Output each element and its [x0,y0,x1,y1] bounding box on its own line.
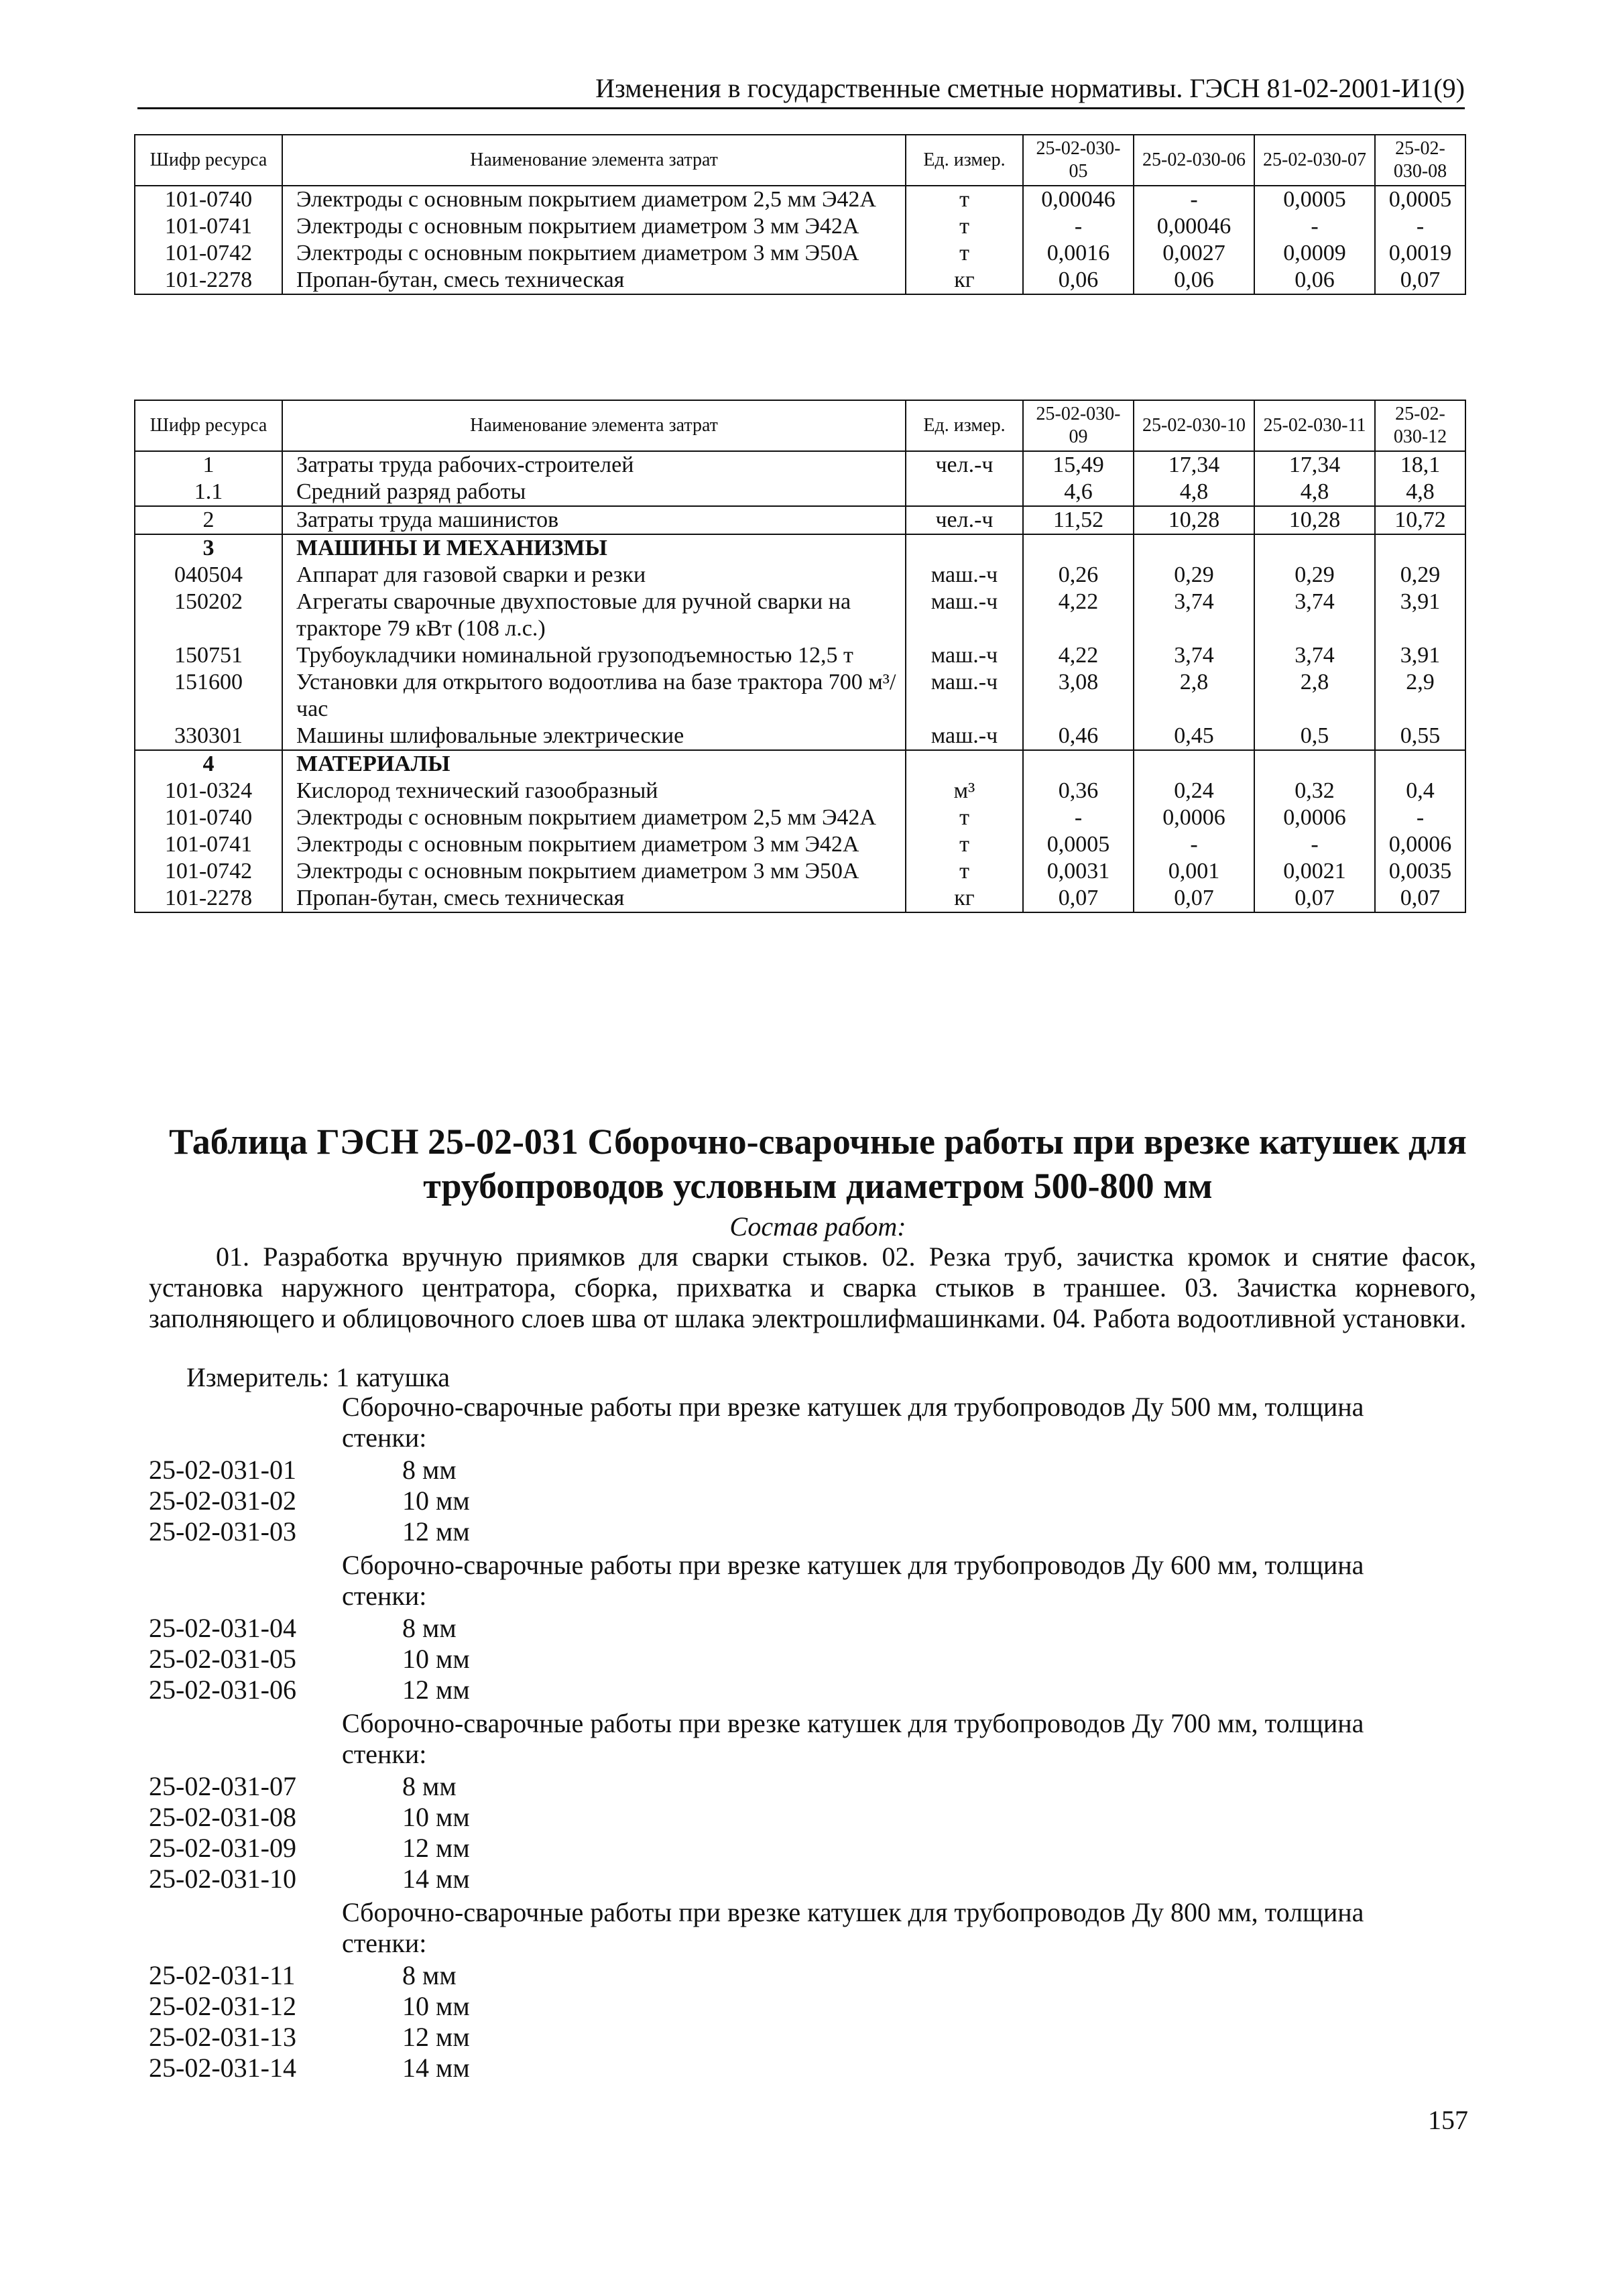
norm-thickness: 10 мм [402,1644,470,1674]
cell-value: 0,45 [1134,723,1254,750]
cell-name: МАШИНЫ И МЕХАНИЗМЫ [282,534,906,562]
col-header-norm: 25-02-030-12 [1375,400,1465,451]
cell-value: - [1023,213,1134,240]
cell-value [1254,750,1375,778]
cell-value: 0,0019 [1375,240,1465,267]
cell-value [1134,534,1254,562]
table-row [135,186,1465,213]
resource-table-030-09-12 [134,400,1466,913]
cell-name: Средний разряд работы [282,479,906,506]
col-header-name: Наименование элемента затрат [282,400,906,451]
cell-value [1023,750,1134,778]
table-row [135,479,1465,506]
cell-value: 0,32 [1254,778,1375,804]
cell-value [1023,534,1134,562]
cell-value: 0,06 [1134,267,1254,294]
cell-value [1254,534,1375,562]
col-header-norm: 25-02-030-06 [1134,135,1254,186]
norm-thickness: 8 мм [402,1613,457,1643]
norm-thickness: 8 мм [402,1960,457,1990]
cell-value: 2,8 [1134,669,1254,723]
col-header-norm: 25-02-030-07 [1254,135,1375,186]
cell-unit [906,534,1023,562]
cell-code: 101-0740 [135,804,282,831]
table-row [135,885,1465,912]
cell-code: 101-0741 [135,213,282,240]
cell-value: 0,0009 [1254,240,1375,267]
cell-value: 4,6 [1023,479,1134,506]
cell-value: 3,08 [1023,669,1134,723]
cell-unit: т [906,213,1023,240]
cell-unit: м³ [906,778,1023,804]
norm-code: 25-02-031-04 [149,1613,296,1643]
cell-value: 0,07 [1254,885,1375,912]
cell-value: 4,8 [1375,479,1465,506]
col-header-name: Наименование элемента затрат [282,135,906,186]
cell-value: 0,0005 [1023,831,1134,858]
table-header-row [135,135,1465,186]
norm-code: 25-02-031-07 [149,1771,296,1801]
cell-code: 330301 [135,723,282,750]
cell-name: Электроды с основным покрытием диаметром 3 мм Э42А [282,213,906,240]
cell-value: 0,0016 [1023,240,1134,267]
cell-code: 101-0324 [135,778,282,804]
table-row [135,506,1465,534]
cell-value: 0,29 [1375,562,1465,589]
cell-code: 101-2278 [135,267,282,294]
cell-value: 0,5 [1254,723,1375,750]
col-header-norm: 25-02-030-10 [1134,400,1254,451]
cell-code: 1 [135,451,282,479]
cell-name: Затраты труда рабочих-строителей [282,451,906,479]
norm-code: 25-02-031-03 [149,1516,296,1547]
resource-table-030-05-08 [134,134,1466,295]
norm-code: 25-02-031-10 [149,1864,296,1894]
cell-unit: маш.-ч [906,562,1023,589]
norm-code: 25-02-031-14 [149,2053,296,2083]
table-row [135,240,1465,267]
cell-value: 0,55 [1375,723,1465,750]
table-row [135,858,1465,885]
cell-value: 15,49 [1023,451,1134,479]
col-header-norm: 25-02-030-08 [1375,135,1465,186]
cell-value: 0,0031 [1023,858,1134,885]
norm-thickness: 10 мм [402,1991,470,2021]
cell-value: 3,74 [1134,642,1254,669]
cell-name: Установки для открытого водоотлива на базе трактора 700 м³/час [282,669,906,723]
norm-thickness: 14 мм [402,2053,470,2083]
table-row [135,451,1465,479]
cell-code: 1.1 [135,479,282,506]
cell-value: 4,8 [1254,479,1375,506]
cell-value: 11,52 [1023,506,1134,534]
work-composition-heading: Состав работ: [729,1211,906,1242]
cell-value: - [1134,831,1254,858]
cell-code: 040504 [135,562,282,589]
cell-value [1375,750,1465,778]
cell-name: Агрегаты сварочные двухпостовые для ручной сварки на тракторе 79 кВт (108 л.с.) [282,589,906,642]
cell-value [1134,750,1254,778]
cell-value: 0,29 [1254,562,1375,589]
cell-value: 0,26 [1023,562,1134,589]
cell-value: 4,8 [1134,479,1254,506]
cell-name: Электроды с основным покрытием диаметром 2,5 мм Э42А [282,186,906,213]
cell-value: 0,4 [1375,778,1465,804]
norm-thickness: 8 мм [402,1455,457,1485]
cell-value: - [1254,213,1375,240]
work-composition-text: 01. Разработка вручную приямков для сварки стыков. 02. Резка труб, зачистка кромок и снятие фасок, установка наружного центратора, сборка, прихватка и сварка стыков в траншее. 03. Зачистка корневого, заполняющего и облицовочного слоев шва от шлака электрошлифмашинками. 04. Работа водоотливной установки. [149,1242,1476,1333]
norm-code: 25-02-031-08 [149,1802,296,1832]
norm-thickness: 10 мм [402,1486,470,1516]
section-title: Таблица ГЭСН 25-02-031 Сборочно-сварочные работы при врезке катушек для трубопроводов условным диаметром 500-800 мм [169,1122,1467,1206]
cell-value: - [1134,186,1254,213]
cell-value: 0,07 [1134,885,1254,912]
cell-value: 0,07 [1375,885,1465,912]
cell-value: 10,28 [1134,506,1254,534]
cell-unit: маш.-ч [906,669,1023,723]
cell-value: 0,0027 [1134,240,1254,267]
cell-name: Затраты труда машинистов [282,506,906,534]
cell-name: Электроды с основным покрытием диаметром 2,5 мм Э42А [282,804,906,831]
cell-unit: т [906,804,1023,831]
cell-code: 150751 [135,642,282,669]
norm-thickness: 12 мм [402,1675,470,1705]
cell-unit: т [906,186,1023,213]
cell-value: 3,74 [1254,642,1375,669]
cell-name: Электроды с основным покрытием диаметром 3 мм Э50А [282,240,906,267]
cell-value: 0,00046 [1023,186,1134,213]
cell-unit: маш.-ч [906,642,1023,669]
col-header-norm: 25-02-030-09 [1023,400,1134,451]
cell-unit: маш.-ч [906,589,1023,642]
cell-code: 151600 [135,669,282,723]
col-header-unit: Ед. измер. [906,400,1023,451]
norm-code: 25-02-031-09 [149,1833,296,1863]
cell-value: 3,74 [1134,589,1254,642]
cell-value: 0,0005 [1254,186,1375,213]
cell-value: 0,36 [1023,778,1134,804]
section-row-materials [135,750,1465,778]
table-header-row [135,400,1465,451]
cell-name: Электроды с основным покрытием диаметром 3 мм Э42А [282,831,906,858]
cell-value [1375,534,1465,562]
norm-thickness: 12 мм [402,1516,470,1547]
cell-name: Трубоукладчики номинальной грузоподъемностью 12,5 т [282,642,906,669]
cell-code: 101-0742 [135,858,282,885]
cell-value: 17,34 [1134,451,1254,479]
running-header: Изменения в государственные сметные нормативы. ГЭСН 81-02-2001-И1(9) [595,73,1465,103]
cell-code: 2 [135,506,282,534]
cell-value: 10,28 [1254,506,1375,534]
cell-value: 0,29 [1134,562,1254,589]
table-row [135,669,1465,723]
cell-value: 3,74 [1254,589,1375,642]
cell-value: 0,46 [1023,723,1134,750]
cell-code: 4 [135,750,282,778]
cell-unit: кг [906,267,1023,294]
cell-unit [906,479,1023,506]
page-number: 157 [1428,2105,1468,2135]
cell-value: - [1023,804,1134,831]
cell-unit: т [906,240,1023,267]
cell-value: 10,72 [1375,506,1465,534]
cell-name: Аппарат для газовой сварки и резки [282,562,906,589]
cell-value: 0,24 [1134,778,1254,804]
cell-value: 2,9 [1375,669,1465,723]
col-header-norm: 25-02-030-05 [1023,135,1134,186]
cell-value: 0,06 [1254,267,1375,294]
norm-thickness: 8 мм [402,1771,457,1801]
cell-name: Машины шлифовальные электрические [282,723,906,750]
cell-value: 0,06 [1023,267,1134,294]
table-row [135,804,1465,831]
cell-name: Электроды с основным покрытием диаметром 3 мм Э50А [282,858,906,885]
norm-group-heading: Сборочно-сварочные работы при врезке катушек для трубопроводов Ду 700 мм, толщина стенки: [342,1708,1364,1769]
norm-group-heading: Сборочно-сварочные работы при врезке катушек для трубопроводов Ду 600 мм, толщина стенки: [342,1550,1364,1611]
table-row [135,778,1465,804]
norm-group-heading: Сборочно-сварочные работы при врезке катушек для трубопроводов Ду 500 мм, толщина стенки: [342,1392,1364,1453]
cell-value: 0,0005 [1375,186,1465,213]
norm-code: 25-02-031-01 [149,1455,296,1485]
cell-unit [906,750,1023,778]
cell-value: - [1375,213,1465,240]
cell-code: 101-0742 [135,240,282,267]
norm-code: 25-02-031-13 [149,2022,296,2052]
cell-unit: т [906,858,1023,885]
cell-unit: чел.-ч [906,506,1023,534]
table-row [135,723,1465,750]
col-header-code: Шифр ресурса [135,400,282,451]
table-row [135,562,1465,589]
cell-code: 101-2278 [135,885,282,912]
header-rule [137,107,1465,109]
norm-group-heading: Сборочно-сварочные работы при врезке катушек для трубопроводов Ду 800 мм, толщина стенки: [342,1897,1364,1958]
norm-code: 25-02-031-05 [149,1644,296,1674]
table-row [135,642,1465,669]
table-row [135,267,1465,294]
cell-unit: чел.-ч [906,451,1023,479]
norm-code: 25-02-031-11 [149,1960,296,1990]
col-header-norm: 25-02-030-11 [1254,400,1375,451]
norm-code: 25-02-031-06 [149,1675,296,1705]
cell-value: 0,07 [1375,267,1465,294]
table-row [135,213,1465,240]
col-header-code: Шифр ресурса [135,135,282,186]
cell-value: - [1375,804,1465,831]
cell-value: 0,0035 [1375,858,1465,885]
cell-code: 150202 [135,589,282,642]
table-row [135,589,1465,642]
measurement-unit: Измеритель: 1 катушка [186,1362,450,1392]
cell-value: 18,1 [1375,451,1465,479]
cell-code: 101-0741 [135,831,282,858]
cell-value: 3,91 [1375,642,1465,669]
cell-unit: маш.-ч [906,723,1023,750]
cell-name: МАТЕРИАЛЫ [282,750,906,778]
cell-value: 0,0021 [1254,858,1375,885]
cell-unit: кг [906,885,1023,912]
cell-code: 3 [135,534,282,562]
norm-code: 25-02-031-12 [149,1991,296,2021]
norm-thickness: 12 мм [402,2022,470,2052]
cell-value: 0,00046 [1134,213,1254,240]
norm-code: 25-02-031-02 [149,1486,296,1516]
cell-value: 0,0006 [1134,804,1254,831]
cell-code: 101-0740 [135,186,282,213]
col-header-unit: Ед. измер. [906,135,1023,186]
cell-value: 0,07 [1023,885,1134,912]
cell-value: 4,22 [1023,642,1134,669]
norm-thickness: 12 мм [402,1833,470,1863]
cell-name: Кислород технический газообразный [282,778,906,804]
cell-value: 3,91 [1375,589,1465,642]
cell-value: 0,0006 [1254,804,1375,831]
cell-unit: т [906,831,1023,858]
cell-value: 0,001 [1134,858,1254,885]
table-row [135,831,1465,858]
cell-value: 17,34 [1254,451,1375,479]
cell-value: - [1254,831,1375,858]
section-row-machines [135,534,1465,562]
cell-value: 2,8 [1254,669,1375,723]
norm-thickness: 10 мм [402,1802,470,1832]
cell-value: 4,22 [1023,589,1134,642]
cell-name: Пропан-бутан, смесь техническая [282,267,906,294]
cell-name: Пропан-бутан, смесь техническая [282,885,906,912]
norm-thickness: 14 мм [402,1864,470,1894]
cell-value: 0,0006 [1375,831,1465,858]
